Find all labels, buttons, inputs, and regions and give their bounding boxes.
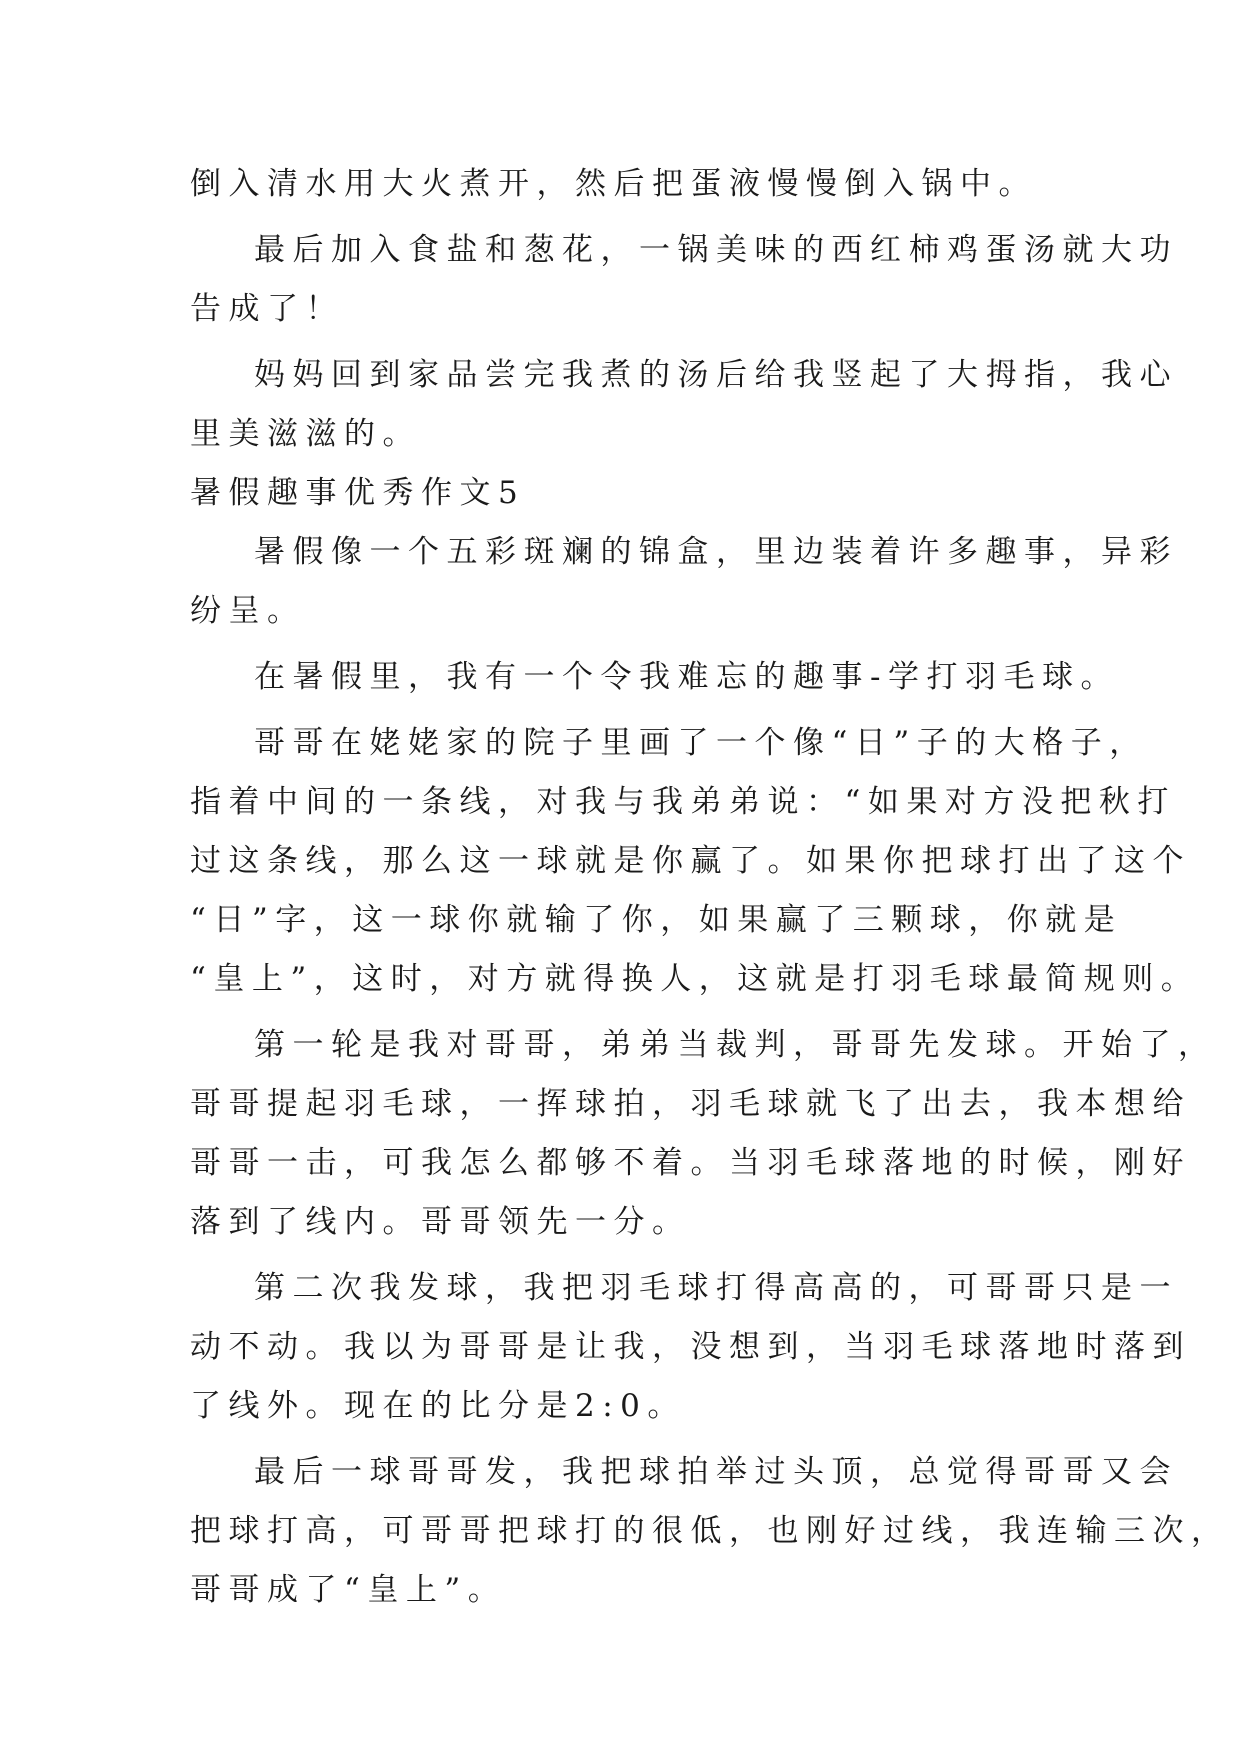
text-line: 里美滋滋的。 [190,416,421,452]
text-line: 哥哥提起羽毛球，一挥球拍，羽毛球就飞了出去，我本想给 [190,1086,1191,1122]
paragraph-start: 第二次我发球，我把羽毛球打得高高的，可哥哥只是一 [254,1270,1178,1306]
paragraph-start: 最后一球哥哥发，我把球拍举过头顶，总觉得哥哥又会 [254,1454,1178,1490]
paragraph-start: 第一轮是我对哥哥，弟弟当裁判，哥哥先发球。开始了， [254,1027,1217,1063]
text-line: 指着中间的一条线，对我与我弟弟说：“如果对方没把秋打 [190,784,1176,820]
paragraph-start: 在暑假里，我有一个令我难忘的趣事-学打羽毛球。 [254,659,1119,695]
text-line: 落到了线内。哥哥领先一分。 [190,1204,691,1240]
paragraph-start: 妈妈回到家品尝完我煮的汤后给我竖起了大拇指，我心 [254,357,1178,393]
text-line: “皇上”，这时，对方就得换人，这就是打羽毛球最简规则。 [190,961,1200,997]
text-line: 过这条线，那么这一球就是你赢了。如果你把球打出了这个 [190,843,1191,879]
section-heading: 暑假趣事优秀作文5 [190,475,526,511]
text-line: 哥哥一击，可我怎么都够不着。当羽毛球落地的时候，刚好 [190,1145,1191,1181]
paragraph-start: 暑假像一个五彩斑斓的锦盒，里边装着许多趣事，异彩 [254,534,1178,570]
text-line: 动不动。我以为哥哥是让我，没想到，当羽毛球落地时落到 [190,1329,1191,1365]
text-line: 把球打高，可哥哥把球打的很低，也刚好过线，我连输三次， [190,1513,1230,1549]
document-body [190,155,1230,1620]
text-line: 纷呈。 [190,593,306,629]
text-line: “日”字，这一球你就输了你，如果赢了三颗球，你就是 [190,902,1123,938]
paragraph-start: 哥哥在姥姥家的院子里画了一个像“日”子的大格子， [254,725,1148,761]
text-line: 倒入清水用大火煮开，然后把蛋液慢慢倒入锅中。 [190,166,1037,202]
paragraph-start: 最后加入食盐和葱花，一锅美味的西红柿鸡蛋汤就大功 [254,232,1178,268]
text-line: 哥哥成了“皇上”。 [190,1572,507,1608]
text-line: 了线外。现在的比分是2:0。 [190,1388,686,1424]
text-line: 告成了！ [190,291,344,327]
